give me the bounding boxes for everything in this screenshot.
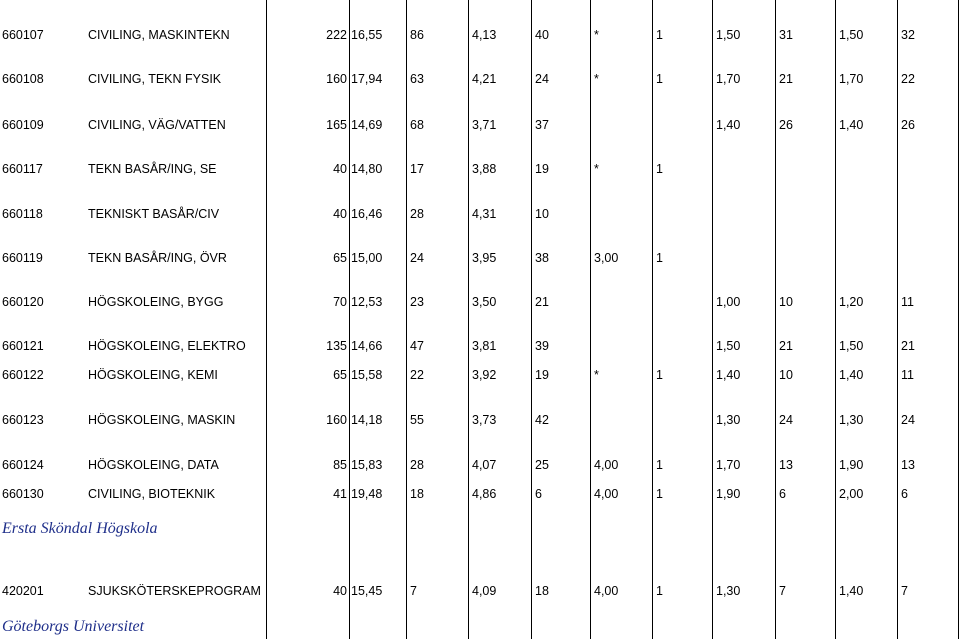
cell-applicants: 41: [333, 487, 347, 501]
cell-program: CIVILING, TEKN FYSIK: [88, 72, 222, 86]
cell-count-a: 23: [410, 295, 424, 309]
cell-applicants: 160: [326, 72, 347, 86]
cell-count-d: 13: [779, 458, 793, 472]
cell-score-c: *: [594, 368, 599, 382]
cell-program: HÖGSKOLEING, ELEKTRO: [88, 339, 246, 353]
cell-count-e: 21: [901, 339, 915, 353]
cell-score-a: 14,66: [351, 339, 383, 353]
cell-applicants: 160: [326, 413, 347, 427]
cell-code: 420201: [2, 584, 44, 598]
cell-count-e: 7: [901, 584, 908, 598]
cell-score-e: 1,40: [839, 118, 864, 132]
column-divider: [958, 0, 959, 639]
cell-score-b: 3,81: [472, 339, 497, 353]
cell-score-e: 1,20: [839, 295, 864, 309]
cell-count-d: 10: [779, 368, 793, 382]
cell-score-d: 1,30: [716, 413, 741, 427]
cell-count-c: 1: [656, 458, 663, 472]
column-divider: [835, 0, 836, 639]
column-divider: [406, 0, 407, 639]
cell-score-b: 4,21: [472, 72, 497, 86]
cell-count-a: 68: [410, 118, 424, 132]
cell-code: 660124: [2, 458, 44, 472]
cell-count-b: 10: [535, 207, 549, 221]
cell-program: CIVILING, MASKINTEKN: [88, 28, 230, 42]
section-title-goteborg: Göteborgs Universitet: [2, 618, 145, 635]
column-divider: [897, 0, 898, 639]
cell-code: 660130: [2, 487, 44, 501]
cell-score-d: 1,50: [716, 28, 741, 42]
cell-score-a: 15,00: [351, 251, 383, 265]
cell-code: 660122: [2, 368, 44, 382]
cell-count-d: 7: [779, 584, 786, 598]
cell-score-b: 3,88: [472, 162, 497, 176]
cell-code: 660119: [2, 251, 43, 265]
cell-count-e: 22: [901, 72, 915, 86]
cell-count-c: 1: [656, 368, 663, 382]
cell-count-e: 11: [901, 295, 914, 309]
cell-score-a: 16,55: [351, 28, 383, 42]
cell-score-d: 1,90: [716, 487, 741, 501]
cell-score-a: 17,94: [351, 72, 383, 86]
cell-score-e: 1,40: [839, 584, 864, 598]
column-divider: [468, 0, 469, 639]
cell-score-b: 3,71: [472, 118, 497, 132]
cell-code: 660107: [2, 28, 44, 42]
cell-code: 660123: [2, 413, 44, 427]
cell-count-b: 42: [535, 413, 549, 427]
cell-count-e: 26: [901, 118, 915, 132]
cell-applicants: 135: [326, 339, 347, 353]
cell-count-c: 1: [656, 72, 663, 86]
cell-applicants: 70: [333, 295, 347, 309]
cell-count-d: 24: [779, 413, 793, 427]
cell-score-c: 4,00: [594, 487, 619, 501]
cell-code: 660121: [2, 339, 44, 353]
cell-count-a: 18: [410, 487, 424, 501]
cell-count-a: 47: [410, 339, 424, 353]
cell-score-b: 4,13: [472, 28, 497, 42]
column-divider: [266, 0, 267, 639]
cell-score-b: 4,07: [472, 458, 497, 472]
cell-count-e: 24: [901, 413, 915, 427]
cell-score-b: 3,73: [472, 413, 497, 427]
cell-count-a: 86: [410, 28, 424, 42]
cell-count-c: 1: [656, 487, 663, 501]
column-divider: [775, 0, 776, 639]
cell-score-e: 2,00: [839, 487, 864, 501]
cell-applicants: 65: [333, 251, 347, 265]
cell-count-b: 40: [535, 28, 549, 42]
cell-count-a: 22: [410, 368, 424, 382]
column-divider: [349, 0, 350, 639]
cell-score-a: 14,69: [351, 118, 383, 132]
cell-score-b: 4,86: [472, 487, 497, 501]
column-divider: [712, 0, 713, 639]
cell-score-e: 1,50: [839, 28, 864, 42]
cell-score-b: 3,50: [472, 295, 497, 309]
cell-score-e: 1,70: [839, 72, 864, 86]
cell-program: SJUKSKÖTERSKEPROGRAM: [88, 584, 261, 598]
cell-score-c: 3,00: [594, 251, 619, 265]
column-divider: [531, 0, 532, 639]
cell-count-b: 39: [535, 339, 549, 353]
cell-applicants: 85: [333, 458, 347, 472]
cell-program: TEKNISKT BASÅR/CIV: [88, 207, 220, 221]
cell-score-a: 19,48: [351, 487, 383, 501]
cell-count-b: 38: [535, 251, 549, 265]
section-title-ersta: Ersta Sköndal Högskola: [2, 520, 158, 537]
cell-count-b: 24: [535, 72, 549, 86]
cell-score-e: 1,30: [839, 413, 864, 427]
cell-count-d: 6: [779, 487, 786, 501]
cell-program: TEKN BASÅR/ING, SE: [88, 162, 217, 176]
cell-applicants: 40: [333, 207, 347, 221]
cell-count-a: 63: [410, 72, 424, 86]
cell-score-c: *: [594, 28, 599, 42]
cell-code: 660117: [2, 162, 43, 176]
cell-count-a: 7: [410, 584, 417, 598]
cell-score-c: 4,00: [594, 458, 619, 472]
cell-score-d: 1,30: [716, 584, 741, 598]
cell-code: 660118: [2, 207, 43, 221]
cell-score-d: 1,70: [716, 72, 741, 86]
cell-score-c: 4,00: [594, 584, 619, 598]
cell-score-b: 4,31: [472, 207, 497, 221]
cell-count-c: 1: [656, 584, 663, 598]
cell-score-d: 1,00: [716, 295, 741, 309]
cell-count-b: 19: [535, 368, 549, 382]
cell-program: HÖGSKOLEING, DATA: [88, 458, 219, 472]
cell-score-d: 1,70: [716, 458, 741, 472]
cell-score-e: 1,90: [839, 458, 864, 472]
cell-code: 660120: [2, 295, 44, 309]
cell-program: HÖGSKOLEING, MASKIN: [88, 413, 236, 427]
cell-score-a: 12,53: [351, 295, 383, 309]
cell-count-b: 18: [535, 584, 549, 598]
cell-program: CIVILING, VÄG/VATTEN: [88, 118, 226, 132]
cell-count-a: 28: [410, 207, 424, 221]
cell-applicants: 65: [333, 368, 347, 382]
cell-count-d: 26: [779, 118, 793, 132]
cell-score-e: 1,40: [839, 368, 864, 382]
cell-count-a: 28: [410, 458, 424, 472]
cell-count-d: 21: [779, 339, 793, 353]
cell-count-e: 13: [901, 458, 915, 472]
cell-program: HÖGSKOLEING, BYGG: [88, 295, 224, 309]
cell-count-d: 31: [779, 28, 793, 42]
column-divider: [652, 0, 653, 639]
cell-count-d: 10: [779, 295, 793, 309]
cell-program: HÖGSKOLEING, KEMI: [88, 368, 218, 382]
column-divider: [590, 0, 591, 639]
cell-applicants: 165: [326, 118, 347, 132]
cell-program: CIVILING, BIOTEKNIK: [88, 487, 216, 501]
cell-count-e: 11: [901, 368, 914, 382]
cell-applicants: 222: [326, 28, 347, 42]
cell-count-b: 21: [535, 295, 549, 309]
cell-applicants: 40: [333, 584, 347, 598]
cell-program: TEKN BASÅR/ING, ÖVR: [88, 251, 227, 265]
cell-count-d: 21: [779, 72, 793, 86]
cell-count-b: 19: [535, 162, 549, 176]
cell-count-a: 55: [410, 413, 424, 427]
cell-score-b: 3,92: [472, 368, 497, 382]
cell-count-b: 25: [535, 458, 549, 472]
cell-count-c: 1: [656, 251, 663, 265]
cell-score-d: 1,40: [716, 368, 741, 382]
cell-count-c: 1: [656, 28, 663, 42]
cell-count-e: 6: [901, 487, 908, 501]
cell-count-b: 6: [535, 487, 542, 501]
cell-count-e: 32: [901, 28, 915, 42]
cell-code: 660108: [2, 72, 44, 86]
cell-count-c: 1: [656, 162, 663, 176]
cell-score-d: 1,40: [716, 118, 741, 132]
cell-score-a: 15,83: [351, 458, 383, 472]
cell-applicants: 40: [333, 162, 347, 176]
cell-score-e: 1,50: [839, 339, 864, 353]
cell-count-a: 17: [410, 162, 424, 176]
cell-score-d: 1,50: [716, 339, 741, 353]
cell-score-b: 3,95: [472, 251, 497, 265]
cell-score-a: 15,58: [351, 368, 383, 382]
cell-score-c: *: [594, 72, 599, 86]
cell-count-a: 24: [410, 251, 424, 265]
cell-score-a: 14,18: [351, 413, 383, 427]
cell-code: 660109: [2, 118, 44, 132]
cell-score-c: *: [594, 162, 599, 176]
cell-score-a: 15,45: [351, 584, 383, 598]
cell-score-a: 14,80: [351, 162, 383, 176]
cell-count-b: 37: [535, 118, 549, 132]
cell-score-b: 4,09: [472, 584, 497, 598]
cell-score-a: 16,46: [351, 207, 383, 221]
